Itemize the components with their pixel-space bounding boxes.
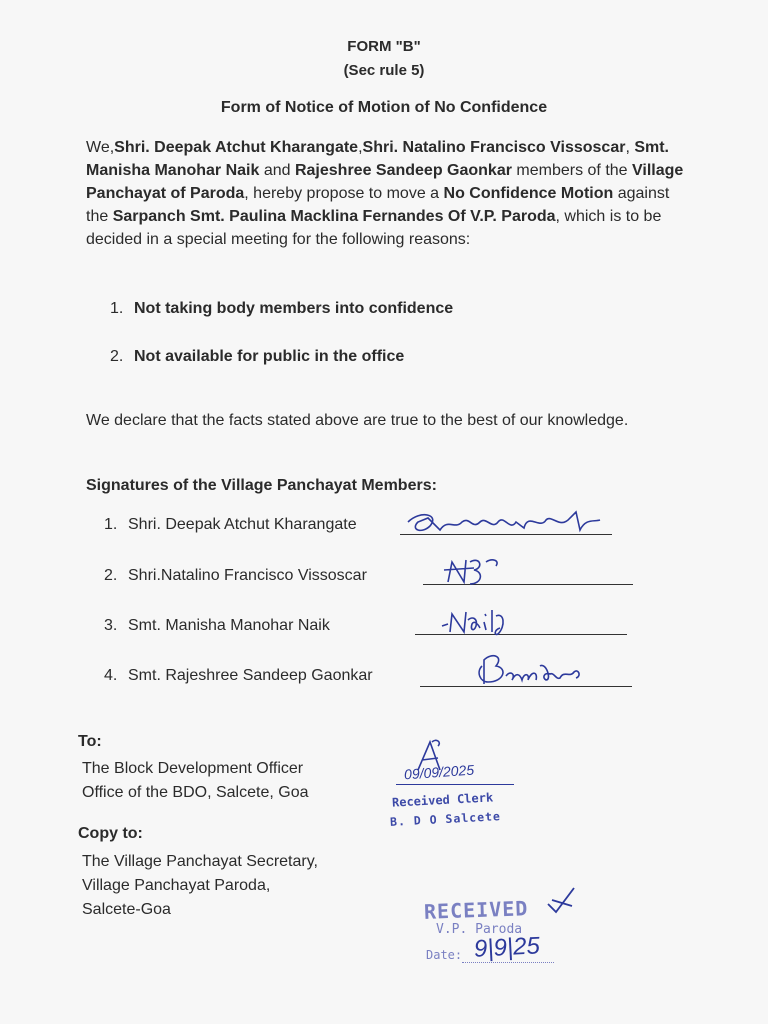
declaration: We declare that the facts stated above are true to the best of our knowledge. — [86, 412, 629, 429]
form-subject: Form of Notice of Motion of No Confidence — [220, 99, 548, 116]
bdo-stamp-line: B. D O Salcete — [389, 809, 502, 829]
member-name-1: Shri. Deepak Atchut Kharangate — [114, 139, 359, 156]
sarpanch-name: Sarpanch Smt. Paulina Macklina Fernandes Of V.P. Paroda — [112, 208, 556, 225]
vp-stamp-title: RECEIVED — [423, 896, 529, 924]
copy-address-line: The Village Panchayat Secretary, — [82, 853, 318, 870]
copy-label: Copy to: — [78, 825, 143, 842]
member-number: 4. — [104, 667, 118, 684]
member-name: Shri.Natalino Francisco Vissoscar — [128, 567, 367, 584]
para-text: and — [259, 162, 295, 179]
reason-item — [110, 300, 453, 318]
signature-row — [104, 667, 373, 685]
para-text: , — [358, 139, 363, 156]
signature-row — [104, 516, 357, 534]
para-text: , — [625, 139, 635, 156]
vp-stamp-date-label: Date: — [426, 948, 463, 962]
panchayat-name: Village Panchayat of Paroda — [86, 162, 684, 202]
para-text: , which is to be decided in a special meeting for the following reasons: — [86, 208, 662, 248]
to-address-line: The Block Development Officer — [82, 760, 304, 777]
vp-stamp-date: 9|9|25 — [473, 932, 541, 963]
motion-type: No Confidence Motion — [443, 185, 614, 202]
to-address-line: Office of the BDO, Salcete, Goa — [82, 784, 309, 801]
para-text: We, — [86, 139, 115, 156]
rule-reference: (Sec rule 5) — [343, 62, 425, 79]
member-number: 3. — [104, 617, 118, 634]
para-text: against the — [86, 185, 670, 225]
bdo-stamp-date: 09/09/2025 — [403, 761, 475, 783]
member-name-3: Smt. Manisha Manohar Naik — [86, 139, 669, 179]
signature-row — [104, 617, 330, 635]
to-label: To: — [78, 733, 102, 750]
vp-stamp-office: V.P. Paroda — [436, 922, 523, 937]
handwritten-signature-1 — [400, 508, 610, 540]
member-name-4: Rajeshree Sandeep Gaonkar — [294, 162, 512, 179]
stamp-date-line — [396, 784, 514, 785]
member-name-2: Shri. Natalino Francisco Vissoscar — [362, 139, 626, 156]
member-number: 2. — [104, 567, 118, 584]
reason-text: Not taking body members into confidence — [134, 300, 454, 317]
motion-paragraph — [86, 136, 686, 251]
tick-mark — [544, 886, 580, 920]
copy-address-line: Village Panchayat Paroda, — [82, 877, 271, 894]
stamp-date-line — [462, 962, 554, 963]
para-text: members of the — [511, 162, 632, 179]
signatures-heading: Signatures of the Village Panchayat Members: — [86, 477, 437, 494]
reason-number: 2. — [110, 348, 124, 365]
handwritten-signature-4 — [470, 652, 590, 688]
member-name: Shri. Deepak Atchut Kharangate — [128, 516, 357, 533]
member-number: 1. — [104, 516, 118, 533]
bdo-stamp-line: Received Clerk — [391, 790, 494, 810]
copy-address-line: Salcete-Goa — [82, 901, 171, 918]
para-text: , hereby propose to move a — [244, 185, 444, 202]
member-name: Smt. Manisha Manohar Naik — [128, 617, 330, 634]
reason-text: Not available for public in the office — [134, 348, 405, 365]
reason-item — [110, 348, 404, 366]
member-name: Smt. Rajeshree Sandeep Gaonkar — [128, 667, 373, 684]
reason-number: 1. — [110, 300, 124, 317]
handwritten-signature-2 — [440, 556, 510, 588]
signature-row — [104, 567, 367, 585]
handwritten-signature-3 — [438, 606, 528, 638]
form-title: FORM "B" — [347, 38, 421, 55]
